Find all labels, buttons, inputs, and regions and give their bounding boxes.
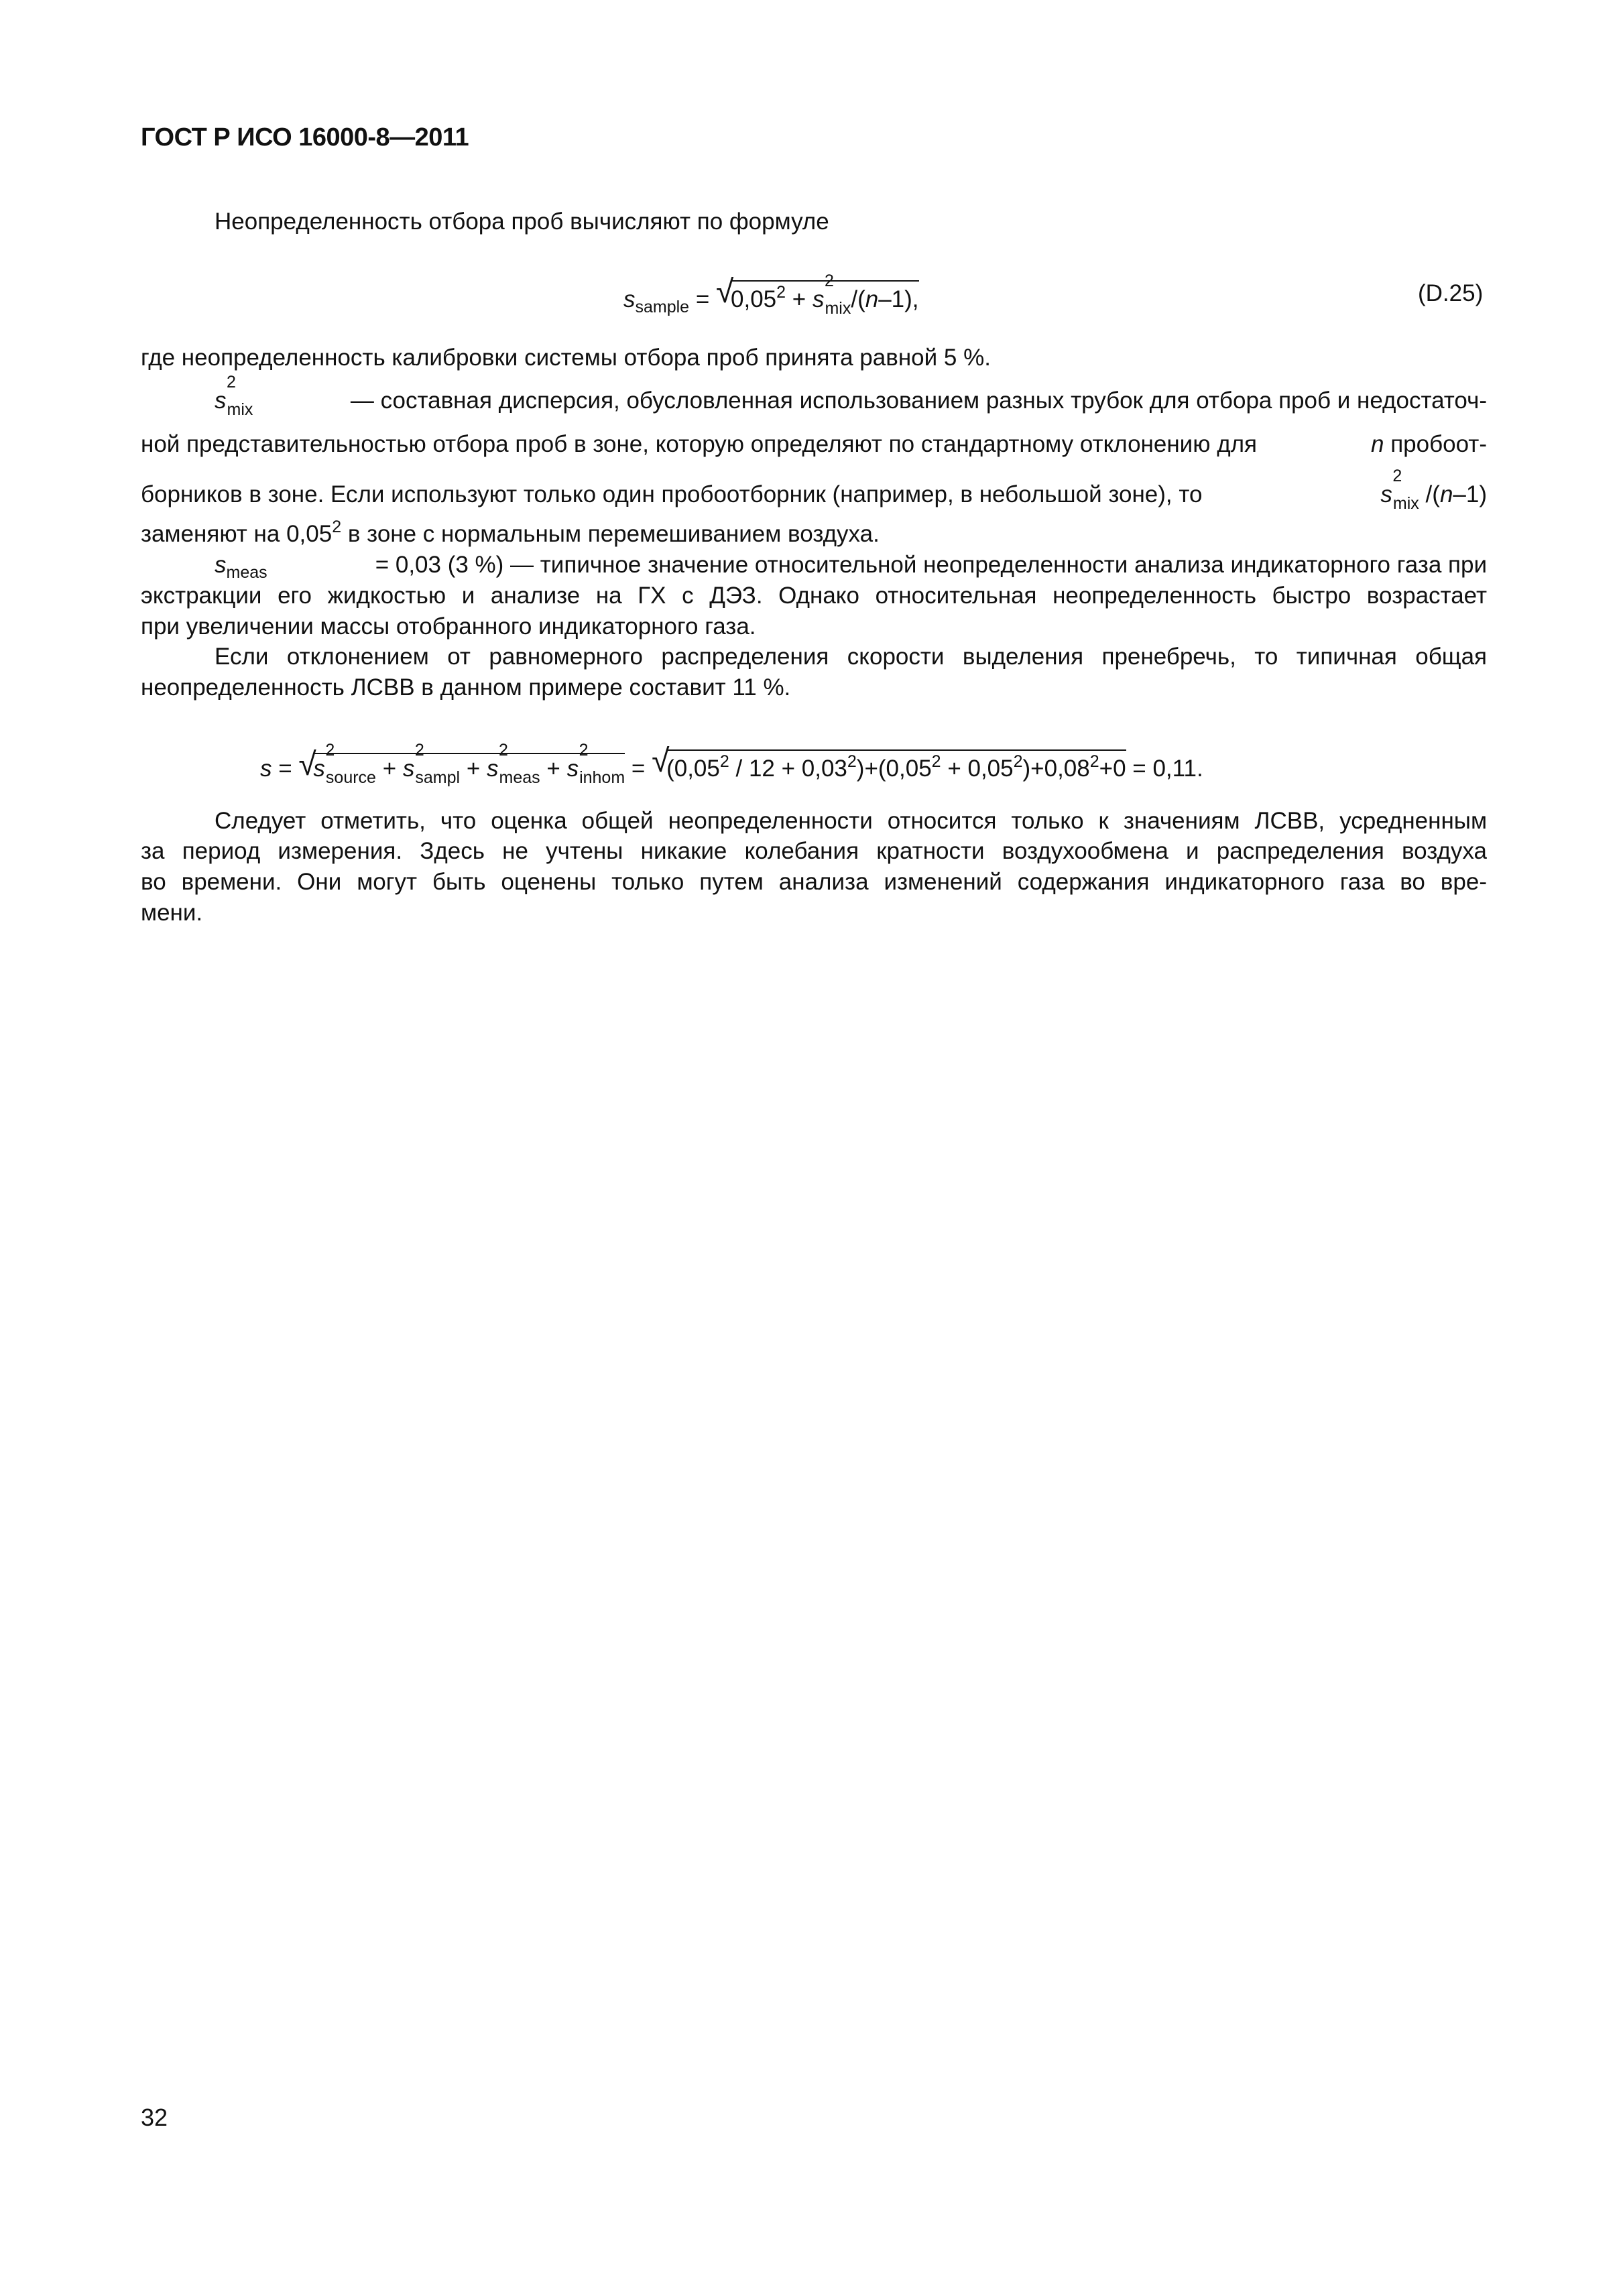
final-para-line-3: во времени. Они могут быть оценены только путем анализа изменений содержания индикаторного газа во вре- — [141, 869, 1487, 895]
sqrt-sign-left: √ s 2 $_{source}$ + s 2 $_{sampl}$ + s 2 $_{meas}$ + s 2 $_{inhom}$ — [298, 741, 625, 787]
meas-para-line-1: $s_{meas}$ = 0,03 (3 %) — типичное значение относительной неопределенности анализа индикаторного газа при — [215, 552, 1487, 582]
final-para-line-1: Следует отметить, что оценка общей неопределенности относится только к значениям ЛСВВ, усредненным — [215, 808, 1487, 834]
meas-para-line-2: экстракции его жидкостью и анализе на ГХ с ДЭЗ. Однако относительная неопределенность быстро возрастает — [141, 583, 1487, 609]
equation-d25: $s_{sample}$ = √ 0,05$^2$ + s 2 $_{mix}$/(n–1), — [623, 271, 919, 318]
final-para-line-4: мени. — [141, 900, 203, 926]
intro-text: Неопределенность отбора проб вычисляют по формуле — [215, 208, 829, 235]
meas-para-line-3: при увеличении массы отобранного индикаторного газа. — [141, 613, 756, 640]
sqrt-sign: √ 0,05$^2$ + s 2 $_{mix}$/(n–1), — [716, 271, 919, 318]
mix-para-line-3: борников в зоне. Если используют только один пробоотборник (например, в небольшой зоне), то s 2 $_{mix}$ /(n–1) — [141, 467, 1487, 513]
document-header: ГОСТ Р ИСО 16000-8—2011 — [141, 123, 469, 152]
page-number: 32 — [141, 2104, 168, 2131]
equation-total: s = √ s 2 $_{source}$ + s 2 $_{sampl}$ + s 2 $_{meas}$ + s 2 $_{inhom}$ = √ $(0,05^2 / 12 + 0,03^2)+(0,05^2 + 0,05^2)+0,08^2+0 = 0,11$. — [260, 741, 1203, 787]
mix-para-line-4: заменяют на 0,05$^2$ в зоне с нормальным перемешиванием воздуха. — [141, 518, 880, 547]
sqrt-sign-right: √ $(0,05^2 / 12 + 0,03^2)+(0,05^2 + 0,05^2)+0,08^2+0$ — [652, 743, 1126, 782]
dev-para-line-2: неопределенность ЛСВВ в данном примере составит 11 %. — [141, 674, 791, 701]
final-para-line-2: за период измерения. Здесь не учтены никакие колебания кратности воздухообмена и распределения воздуха — [141, 838, 1487, 864]
dev-para-line-1: Если отклонением от равномерного распределения скорости выделения пренебречь, то типичная общая — [215, 644, 1487, 670]
where-text: где неопределенность калибровки системы отбора проб принята равной 5 %. — [141, 345, 991, 371]
mix-para-line-1: s 2 $_{mix}$ — составная дисперсия, обусловленная использованием разных трубок для отбора проб и недостаточ- — [215, 373, 1487, 419]
mix-para-line-2: ной представительностью отбора проб в зоне, которую определяют по стандартному отклонению для n пробоот- — [141, 431, 1487, 457]
equation-number: (D.25) — [1418, 280, 1484, 306]
